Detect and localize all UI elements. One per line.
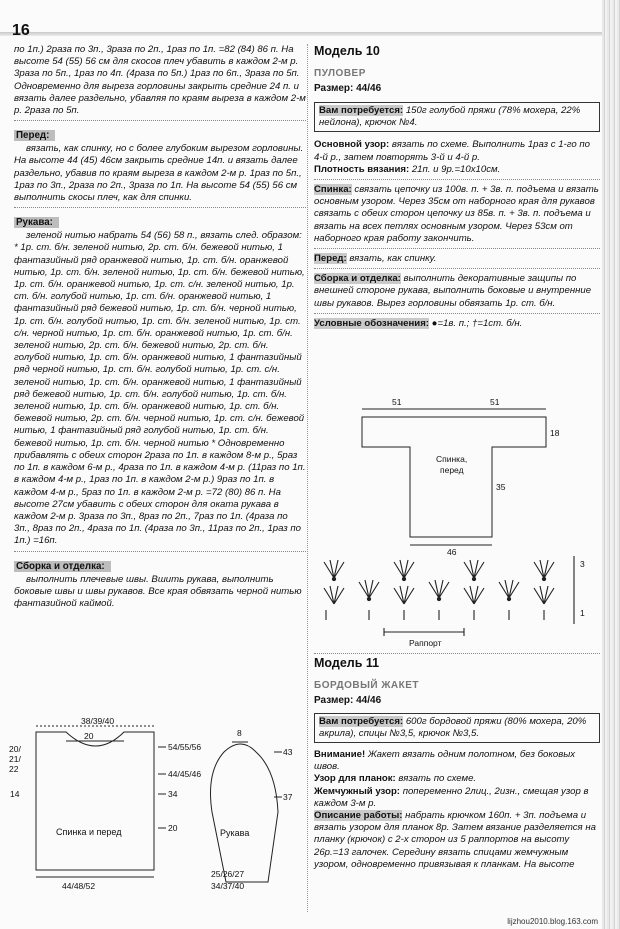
planks-label: Узор для планок: xyxy=(314,773,396,785)
sleeve-bottom-b: 34/37/40 xyxy=(211,881,245,891)
work-text: набрать крючком 160п. + 3п. подъема и вязать узором для планок 8р. Затем вязание разделяется на планку (крючок) с 2-х сторон из 5 раппортов на высоту 26р.=13 галочек. Середину вязать спицами жемчужным узором, одновременно привязывая к планкам. На высоте xyxy=(314,810,596,870)
model11-title: Модель 11 xyxy=(314,656,380,670)
stitch-chart xyxy=(314,548,600,650)
model10-subtitle: ПУЛОВЕР xyxy=(314,68,366,79)
model11-subtitle: БОРДОВЫЙ ЖАКЕТ xyxy=(314,680,420,691)
base-stitches xyxy=(326,610,544,620)
back-para xyxy=(314,184,600,245)
main-pattern-text: вязать по схеме. Выполнить 1раз с 1-го по 4-й р., затем повторять 3-й и 4-й р. xyxy=(314,139,590,163)
assembly-para-r xyxy=(314,273,600,310)
sleeve-h2-label: 37 xyxy=(283,792,293,802)
repeat-label: Раппорт xyxy=(409,638,442,648)
column-divider xyxy=(307,44,308,912)
planks-text: вязать по схеме. xyxy=(398,773,477,785)
row-number-3: 3 xyxy=(580,559,585,569)
row-number-1: 1 xyxy=(580,608,585,618)
h1-label: 18 xyxy=(550,428,560,438)
right-dim-2: 44/45/46 xyxy=(168,769,202,779)
bottom-label: 46 xyxy=(447,547,457,557)
legend-b: =1ст. б/н. xyxy=(477,317,523,329)
chain-symbol-icon: ● xyxy=(431,317,438,329)
piece-label-1: Спинка, xyxy=(436,454,468,464)
top-width-label: 38/39/40 xyxy=(81,716,115,726)
sleeve-top-label: 8 xyxy=(237,728,242,738)
bottom-width-label: 44/48/52 xyxy=(62,881,96,891)
source-watermark: lijzhou2010.blog.163.com xyxy=(507,917,598,926)
divider xyxy=(314,313,600,314)
main-pattern-para xyxy=(314,139,600,163)
model10-size: Размер: 44/46 xyxy=(314,83,382,94)
pearl-para xyxy=(314,786,600,810)
model11-section xyxy=(314,653,600,871)
materials2-box xyxy=(314,713,600,743)
w2-label: 51 xyxy=(490,397,500,407)
materials-label: Вам потребуется: xyxy=(319,105,404,116)
divider xyxy=(314,268,600,269)
divider xyxy=(14,207,306,208)
assembly-heading: Сборка и отделка: xyxy=(14,561,111,572)
model9-schematic xyxy=(6,712,306,892)
density-text: 21п. и 9р.=10х10см. xyxy=(411,163,501,175)
left-dim-1: 20/ xyxy=(9,744,21,754)
model10-schematic xyxy=(314,395,600,557)
legend-a: =1в. п.; xyxy=(437,317,470,329)
header-stripe xyxy=(0,32,620,36)
back-text: связать цепочку из 100в. п. + 3в. п. подъема и вязать основным узором. Через 35см от наборного края для рукавов связать с обеих сторон цепочку из 85в. п. + 3в. п. подъема и вязать на всех петлях основным узором. Через 53см от наборного края работу закончить. xyxy=(314,184,599,244)
intro-paragraph: по 1п.) 2раза по 3п., 3раза по 2п., 1раз по 1п. =82 (84) 86 п. На высоте 54 (55) 56 см для скосов плеч убавить в каждом 2-м р. 3раза по 5п., 1раз по 4п. (4раза по 5п.) 1раз по 6п., 3раза по 5п. Одновременно для выреза горловины закрыть средние 24 п. и вязать далее раздельно, убавляя по краям выреза в каждом 2-м р. 2раза по 5п. xyxy=(14,44,306,117)
materials-box xyxy=(314,102,600,132)
density-para xyxy=(314,164,600,176)
divider xyxy=(314,179,600,180)
right-dim-1: 54/55/56 xyxy=(168,742,202,752)
assembly-label-r: Сборка и отделка: xyxy=(314,273,401,285)
divider xyxy=(314,248,600,249)
front-text: вязать, как спинку, но с более глубоким вырезом горловины. На высоте 44 (45) 46см закрыть средние 14п. и вязать далее раздельно, убавив по краям выреза в каждом 2-м р. 1раз по 5п., 1раз по 3п., 2раза по 2п., 3раза по 1п. На высоте 54 (55) 56 см выполнить скосы плеч, как для спинки. xyxy=(14,143,304,204)
sc-symbol-icon: † xyxy=(472,317,478,329)
front-heading: Перед: xyxy=(14,130,55,141)
planks-para xyxy=(314,773,600,785)
attention-text: Жакет вязать одним полотном, без боковых швов. xyxy=(314,749,576,773)
main-pattern-label: Основной узор: xyxy=(314,139,390,151)
front-text-r: вязать, как спинку. xyxy=(349,253,437,265)
body-label: Спинка и перед xyxy=(56,827,122,837)
right-dim-3: 34 xyxy=(168,789,178,799)
right-column xyxy=(314,44,600,330)
neck-width-label: 20 xyxy=(84,731,94,741)
assembly-text-r: выполнить декоративные защипы по внешней стороне рукава, выполнить боковые и внутренние швы рукавов. Вырез горловины обвязать 1р. ст. б/н. xyxy=(314,273,592,309)
sleeve-label: Рукава xyxy=(220,828,250,838)
sleeve-h1-label: 43 xyxy=(283,747,293,757)
page-edge xyxy=(602,0,620,929)
divider xyxy=(14,120,306,121)
work-para xyxy=(314,810,600,871)
pearl-label: Жемчужный узор: xyxy=(314,785,401,797)
page-number: 16 xyxy=(12,22,30,39)
pullover-outline xyxy=(362,417,546,537)
work-label: Описание работы: xyxy=(314,810,403,822)
divider xyxy=(14,551,306,552)
assembly-text: выполнить плечевые швы. Вшить рукава, выполнить боковые швы и швы рукавов. Все края обвязать черной нитью фантазийной каймой. xyxy=(14,573,302,609)
fan-motif-row2 xyxy=(324,580,554,604)
legend-label: Условные обозначения: xyxy=(314,317,429,329)
right-dim-4: 20 xyxy=(168,823,178,833)
sleeve-bottom-a: 25/26/27 xyxy=(211,869,245,879)
materials-text: 150г голубой пряжи (78% мохера, 22% нейлона), крючок №4. xyxy=(319,105,581,129)
left-dim-2: 21/ xyxy=(9,754,21,764)
front-label-r: Перед: xyxy=(314,253,347,265)
model10-title: Модель 10 xyxy=(314,44,380,58)
left-dim-14: 14 xyxy=(10,789,20,799)
attention-label: Внимание! xyxy=(314,749,366,760)
fan-motif-row1 xyxy=(324,560,554,581)
legend-para xyxy=(314,318,600,330)
w1-label: 51 xyxy=(392,397,402,407)
sleeves-heading: Рукава: xyxy=(14,217,59,228)
materials2-text: 600г бордовой пряжи (80% мохера, 20% акрила), спицы №3,5, крючок №3,5. xyxy=(319,716,587,739)
sleeves-text: зеленой нитью набрать 54 (56) 58 п., вязать след. образом: * 1р. ст. б/н. зеленой нитью, 2р. ст. б/н. бежевой нитью, 1 фантазийный ряд оранжевой нитью, 1р. ст. б/н. оранжевой нитью, 1р. ст. б/н. зеленой нитью, 1р. ст. б/н. бежевой нитью, 1р. ст. б/н. оранжевой нитью, 1р. ст. с/н. зеленой нитью, 1р. ст. б/н. голубой нитью, 1р. ст. б/н. оранжевой нитью, 1 фантазийный ряд бежевой нитью, 1р. ст. б/н. черной нитью, 1р. ст. б/н. голубой нитью, 1р. ст. б/н. зеленой нитью, 1р. ст. с/н. черной нитью, 1р. ст. б/н. оранжевой нитью, 1р. ст. б/н. зеленой нитью, 2р. ст. б/н. бежевой нитью, 2р. ст. б/н. голубой нитью, 1р. ст. б/н. оранжевой нитью, 1 фантазийный ряд черной нитью, 1р. ст. б/н. голубой нитью, 1р. ст. с/н. зеленой нитью, 1р. ст. б/н. оранжевой нитью, 1 фантазийный ряд бежевой нитью, 1р. ст. б/н. голубой нитью, 1р. ст. б/н. зеленой нитью, 1р. ст. б/н. оранжевой нитью, 1р. ст. б/н. бежевой нитью, 2р. ст. б/н. черной нитью, 1р. ст. с/н. бежевой нитью, 1 фантазийный ряд голубой нитью, 1р. ст. б/н. бежевой нитью, 1р. ст. б/н. черной нитью * Одновременно прибавлять с обеих сторон 2раза по 1п. в каждом 8-м р., 5раз по 1п. в каждом 6-м р., 4раза по 1п. в каждом 4-м р. (11раз по 1п. в каждом 4-м р., 1раз по 1п. в каждом 2-м р.) 9раз по 1п. в каждом 4-м р., 5раз по 1п. в каждом 2-м р. =72 (80) 86 п. На высоте 27см убавить с обеих сторон для оката рукава в каждом 2-м р. 3раза по 3п., 8раз по 2п., 7раз по 1п. (4раза по 3п., 8раз по 2п., 4раза по 1п. (4раза по 3п., 11раз по 2п., 1раз по 1п.) =16п. xyxy=(14,230,306,547)
model11-size: Размер: 44/46 xyxy=(314,695,382,706)
pearl-text: попеременно 2лиц., 2изн., смещая узор в каждом 3-м р. xyxy=(314,785,589,809)
h2-label: 35 xyxy=(496,482,506,492)
materials2-label: Вам потребуется: xyxy=(319,716,404,727)
attention-para xyxy=(314,749,600,773)
sleeve-outline xyxy=(211,744,279,882)
piece-label-2: перед xyxy=(440,465,464,475)
left-dim-3: 22 xyxy=(9,764,19,774)
density-label: Плотность вязания: xyxy=(314,163,410,175)
front-para xyxy=(314,253,600,265)
back-label: Спинка: xyxy=(314,184,352,196)
body-outline xyxy=(36,732,154,870)
left-column xyxy=(14,44,306,610)
